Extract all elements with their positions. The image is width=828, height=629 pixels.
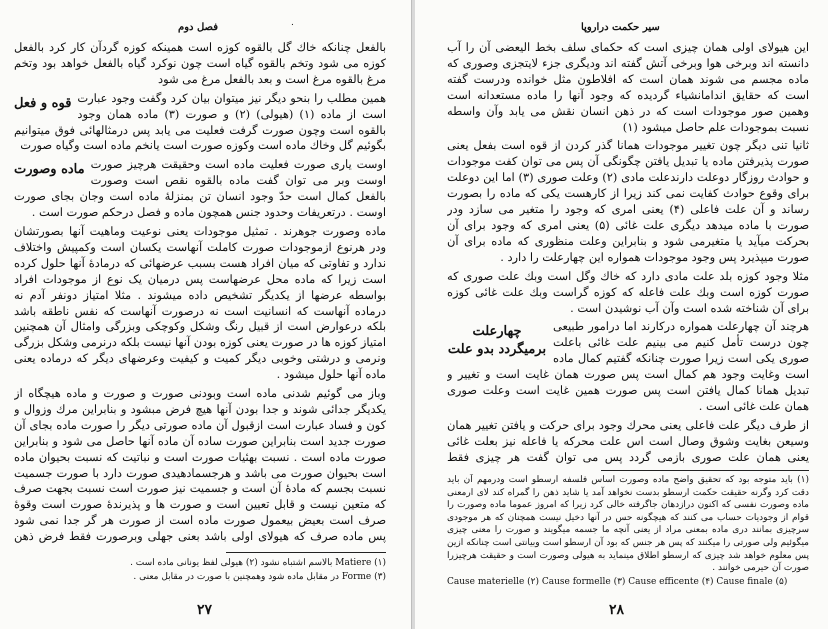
running-header: فصل دوم: [178, 22, 218, 33]
footnotes: [100, 557, 386, 584]
section-heading: قوه و فعل: [14, 95, 72, 111]
section-heading: چهارعلت برمیگردد بدو علت: [447, 324, 547, 358]
paragraph: اوست یاری صورت فعلیت ماده است وحقیقت هرچیز صورت اوست وبر می توان گفت ماده بالقوه نقص است وصورت بالفعل کمال است حدّ وجود انسان تن بمنزلهٔ ماده است وجان بجای صورت اوست . درتعریفات وحدود جنس همچون ماده و فصل درحکم صورت است .: [14, 157, 386, 220]
footnote: Cause materielle (۲) Cause formelle (۳) Cause efficente (۴) Cause finale (۵): [447, 576, 788, 587]
paragraph: بالفعل چنانکه خاك گل بالقوه کوزه است همینکه کوزه گردآن کار کرد بالفعل کوزه می شود وتخم بالقوه گیاه است چون نوکرد گیاه بالفعل خواهد بود وتخم مرغ بالقوه مرغ است و بعد بالفعل مرغ می شود: [14, 40, 386, 86]
footnote: (۱) باید متوجه بود که تحقیق واضح ماده وصورت اساس فلسفه ارسطو است ودرمهم آن باید دقت کرد وگرنه حقیقت حکمت ارسطو بدست نخواهد آمد یا شاید ذهن را گمراه کند لای ارمعنی ماده وصورت نفسی که اکنون درازدهان جاگرفته خالی کرد زیرا که امروز عموما ماده وصورت را قوام از وجودیات حساب می کنند که هیچگونه حس در آنها دخیل نیست همچنان که هر موجودی سرچیزی بمانند دری ماده بمعنی مراد از یعنی آنچه ما جسمه میگویند و صورت را معنی چیزی میگوئیم ولی صورتی را میکنند که پس هر جنس که بود آن ارسطو است وبیانتی است چنانکه ازین پس معلوم خواهد شد چیزی که ارسطو اطلاق مینماید به هیولی وصورت است و حقیقت هرچیزرا صورت آن حیرمی خوانند .: [447, 475, 809, 574]
paragraph: هرچند آن چهارعلت همواره درکارند اما درامور طبیعی چون درست تأمل کنیم می بینیم علت غائی باعلت صوری یکی است زیرا صورت چنانکه گفتیم کمال ماده است وغایت وجود هم کمال است پس صورت همان غایت است و تغییر و تبدیل همانا کمال یافتن است پس صورت همین غایت است وعلت صوری همان علت غائی است .: [447, 319, 809, 413]
section-heading: ماده وصورت: [14, 162, 85, 178]
running-header: سیر حکمت دراروپا: [581, 22, 660, 33]
paragraph: همین مطلب را بنحو دیگر نیز میتوان بیان کرد وگفت وجود عبارت است از ماده (۱) (هیولی) (۲) و صورت (۳) ماده همان وجود بالقوه است وچون صورت گرفت فعلیت می یابد پس درمثالهائی فوق میتوانیم بگوئیم گل وخاك ماده است وکوزه صورت است یانخم ماده است وگیاه صورت: [14, 90, 386, 153]
right-body-text: [447, 40, 809, 465]
footnote: (۳) Forme در مقابل ماده شود وهمچنین با صورت در مقابل معنی .: [133, 571, 386, 582]
paragraph: ثانیا تنی دیگر چون تغییر موجودات همانا گذر کردن از قوه است بفعل یعنی صورت پذیرفتن ماده یا تبدیل یافتن چگونگی آن پس می توان کفت موجودات و حوادث روزگار دوعلت دارندعلت مادی (۲) وعلت صوری (۳) اما این دوعلت برای وقوع حوادث کفایت نمی کند زیرا از کارهست یکی که ماده را بصورت رساند و آن علت فاعلی (۴) یعنی امری که وجود را متغیر می سازد ودر صورت با ماده میدهد دیگری علت غائی (۵) یعنی امری که وجود برای آن بحرکت میآید یا متغیرمی شود و بنابراین وعلت منظوری که ماده برای آن صورت میپذیرد پس وجود موجودات همواره این چهارعلت را دارد .: [447, 138, 809, 264]
page-number: ۲۷: [197, 602, 213, 618]
left-body-text: [14, 40, 386, 546]
paragraph: این هیولای اولی همان چیزی است که حکمای سلف بخط الیعضی آن را آب دانسته اند وبرخی هوا وبرخی آتش گفته اند ودیگری جزء لایتجزی وصوری که ماده مجسم می شوند همان است که افلاطون مثل خوانده ودرست گفته است که حقایق اندامانشیاء گردیده که وجود آنها را ماده مستعدانه است وهمین صور موجودات است که در ذهن انسان نقش می یابد وآن واسطه نسبت بموجودات علم حاصل میشود (۱): [447, 40, 809, 134]
corner-mark: ۰: [290, 20, 295, 30]
paragraph: از طرف دیگر علت فاعلی یعنی محرك وجود برای حرکت و یافتن تغییر همان وسیعن بغایت وشوق وصال است اس علت محرکه یا فاعله نیز بعلت غائی یعنی همان علت صوری بازمی گردد پس می توان گفت هر چیزی فقط: [447, 417, 809, 464]
paragraph: ماده وصورت جوهرند . تمثیل موجودات یعنی نوعیت وماهیت آنها بصورتشان ودر هرنوع ازموجودات صورت کاملت آنهاست یکسان است وکمپیش واختلاف ندارد و تفاوتی که میان افراد هست بسبب عرضهائی که درمادهٔ آنها حلول کرده است زیرا که ماده محل عرضهاست پس درمیان یک نوع از موجودات افراد بواسطه عرضها از یکدیگر تشخیص داده میشوند . مثلا امتیاز دونفر آدم نه درماده آنهاست که انسانیت است نه درصورت آنهاست که نفس ناطقه باشد بلکه درعوارض است از قبیل رنگ وشکل وکوچکی وبزرگی وامثال آن همچنین امتیاز کوزه ها در صورت یعنی کوزه بودن آنها نیست بلکه درنرمی وشکل بزرگی ونرمی و درشتی وخوبی دیگر کمیت و کیفیت وعرضهای دیگر که درماده یعنی ماده آنها حلول میشود .: [14, 223, 386, 382]
footnote-rule: [601, 470, 809, 471]
page-number: ۲۸: [609, 602, 625, 618]
footnote: (۱) Matiere بالاسم اشتباه نشود (۲) هیولی لفظ یونانی ماده است .: [130, 558, 386, 568]
paragraph: مثلا وجود کوزه بلد علت مادی دارد که خاك وگل است وبك علت صوری که صورت کوزه است وبك علت فاعله که کوزه گراست وبك علت غائی کوزه برای آن شناخته شده است وآن آب نوشیدن است .: [447, 268, 809, 315]
paragraph: وباز می گوئیم شدنی ماده است وبودنی صورت و صورت و ماده هیچگاه از یکدیگر جدائی شوند و جدا بودن آنها هیچ فرض مبشود و بنابراین مرك وزوال و کون و فساد عبارت است ازقبول آن ماده صورتی دیگر را صورت ماده بجای آن صورت جدید است بنابراین صورت ساده آن ماده آنها حاصل می شود و بنابراین صورت ماده است . نسبت بهئیات صورت است و نباتیت که نسبت بحیوان ماده است بحیوان صورت می باشد و هرجسمادهیدی صورت دارد با صورت جسمیت نسبت بجسم که مادهٔ آن است و جسمیت نیز صورت است نسبت بجهت صرف که متعین نیست و قابل تعیین است و صورت ها و پذیرندهٔ صورت است وقوهٔ صرف است بعیض بیعمول صورت ماده است از صورت هر گر جدا نمی شود پس ماده صرف که هیولای اولی باشد بعنی جهلی وبرصورت فقط فرض ذهن: [14, 386, 386, 544]
footnotes: [447, 474, 809, 594]
left-page: [0, 0, 412, 629]
right-page: [415, 0, 828, 629]
footnote-rule: [226, 552, 386, 553]
